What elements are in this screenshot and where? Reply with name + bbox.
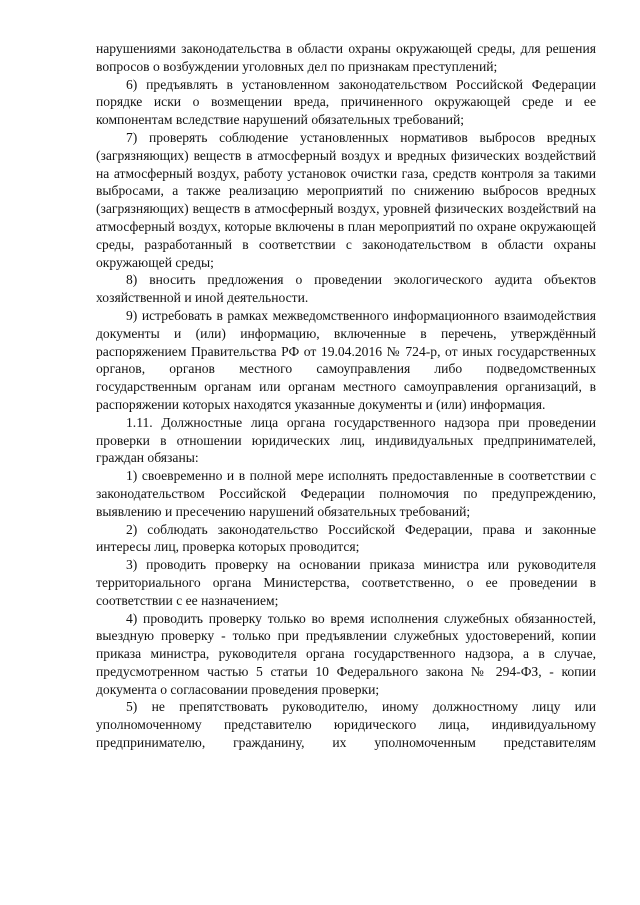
paragraph-item-6: 6) предъявлять в установленном законодательством Российской Федерации порядке иски о возмещении вреда, причиненного окружающей среде и ее компонентам вследствие нарушений обязательных требований; (96, 76, 596, 128)
paragraph-duty-4: 4) проводить проверку только во время исполнения служебных обязанностей, выездную проверку - только при предъявлении служебных удостоверений, копии приказа министра, руководителя органа государственного надзора, а в случае, предусмотренном частью 5 статьи 10 Федерального закона № 294-ФЗ, - копии документа о согласовании проведения проверки; (96, 610, 596, 697)
paragraph-duty-2: 2) соблюдать законодательство Российской Федерации, права и законные интересы лиц, проверка которых проводится; (96, 521, 596, 555)
paragraph-duty-3: 3) проводить проверку на основании приказа министра или руководителя территориального органа Министерства, соответственно, о ее проведении в соответствии с ее назначением; (96, 557, 596, 608)
document-page (96, 40, 596, 752)
paragraph-duty-5: 5) не препятствовать руководителю, иному должностному лицу или уполномоченному представителю юридического лица, индивидуальному предпринимателю, гражданину, их уполномоченным представителям (96, 699, 596, 751)
paragraph-item-8: 8) вносить предложения о проведении экологического аудита объектов хозяйственной и иной деятельности. (96, 272, 596, 306)
paragraph-item-7: 7) проверять соблюдение установленных нормативов выбросов вредных (загрязняющих) веществ в атмосферный воздух и вредных физических воздействий на атмосферный воздух, работу установок очистки газа, средств контроля за такими выбросами, а также реализацию мероприятий по снижению выбросов вредных (загрязняющих) веществ в атмосферный воздух, уровней физических воздействий на атмосферный воздух, которые включены в план мероприятий по охране окружающей среды, разработанный в соответствии с законодательством в области охраны окружающей среды; (96, 129, 596, 270)
paragraph-duty-1: 1) своевременно и в полной мере исполнять предоставленные в соответствии с законодательством Российской Федерации полномочия по предупреждению, выявлению и пресечению нарушений обязательных требований; (96, 468, 596, 519)
paragraph-item-9: 9) истребовать в рамках межведомственного информационного взаимодействия документы и (или) информацию, включенные в перечень, утверждённый распоряжением Правительства РФ от 19.04.2016 № 724-р, от иных государственных органов, органов местного самоуправления либо подведомственных государственным органам или органам местного самоуправления организаций, в распоряжении которых находятся указанные документы и (или) информация. (96, 307, 596, 412)
paragraph-continuation: нарушениями законодательства в области охраны окружающей среды, для решения вопросов о возбуждении уголовных дел по признакам преступлений; (96, 41, 596, 74)
paragraph-section-1-11: 1.11. Должностные лица органа государственного надзора при проведении проверки в отношении юридических лиц, индивидуальных предпринимателей, граждан обязаны: (96, 414, 596, 466)
